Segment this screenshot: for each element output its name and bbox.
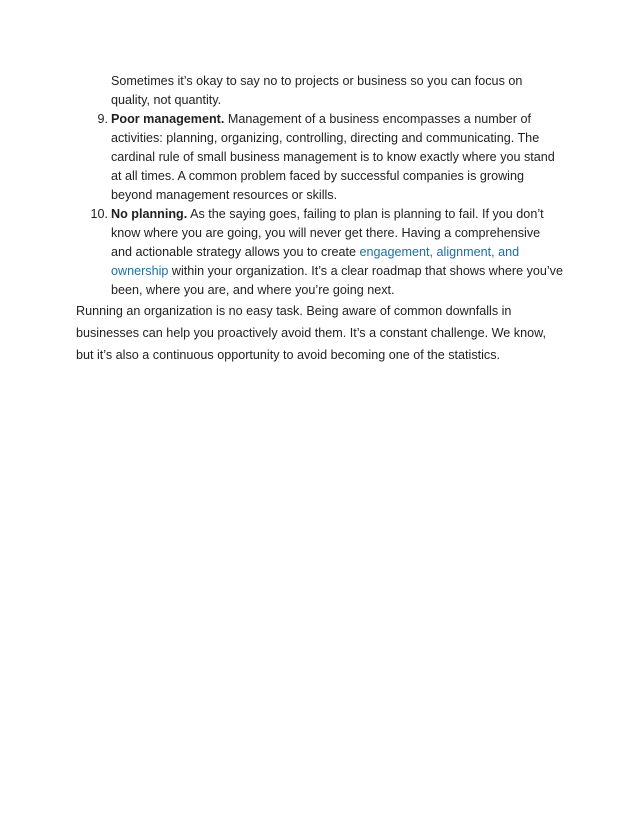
engagement-link[interactable]: engagement, alignment, and ownership: [111, 245, 520, 278]
list-item-continuation: Sometimes it’s okay to say no to projects or business so you can focus on quality, not quantity.: [111, 74, 523, 107]
list-item-text: As the saying goes, failing to plan is planning to fail. If you don’t know where you are going, you will never get there. Having a comprehensive and actionable strategy allows you to create: [111, 207, 544, 259]
list-item-heading: Poor management.: [111, 112, 225, 126]
closing-paragraph: Running an organization is no easy task. Being aware of common downfalls in businesses can help you proactively avoid them. It’s a constant challenge. We know, but it’s also a continuous opportunity to avoid becoming one of the statistics.: [76, 304, 546, 362]
numbered-list: [76, 110, 564, 300]
document-body: [76, 72, 564, 379]
list-item-no-planning: [76, 205, 564, 300]
list-item-text: Management of a business encompasses a number of activities: planning, organizing, controlling, directing and communicating. The cardinal rule of small business management is to know exactly where you stand at all times. A common problem faced by successful companies is growing beyond management resources or skills.: [111, 112, 555, 202]
list-item-number: 9.: [97, 112, 108, 126]
list-item-heading: No planning.: [111, 207, 188, 221]
list-item-text: within your organization. It’s a clear roadmap that shows where you’ve been, where you are, and where you’re going next.: [111, 264, 563, 297]
list-item-number: 10.: [90, 207, 108, 221]
list-item-poor-management: [76, 110, 564, 205]
